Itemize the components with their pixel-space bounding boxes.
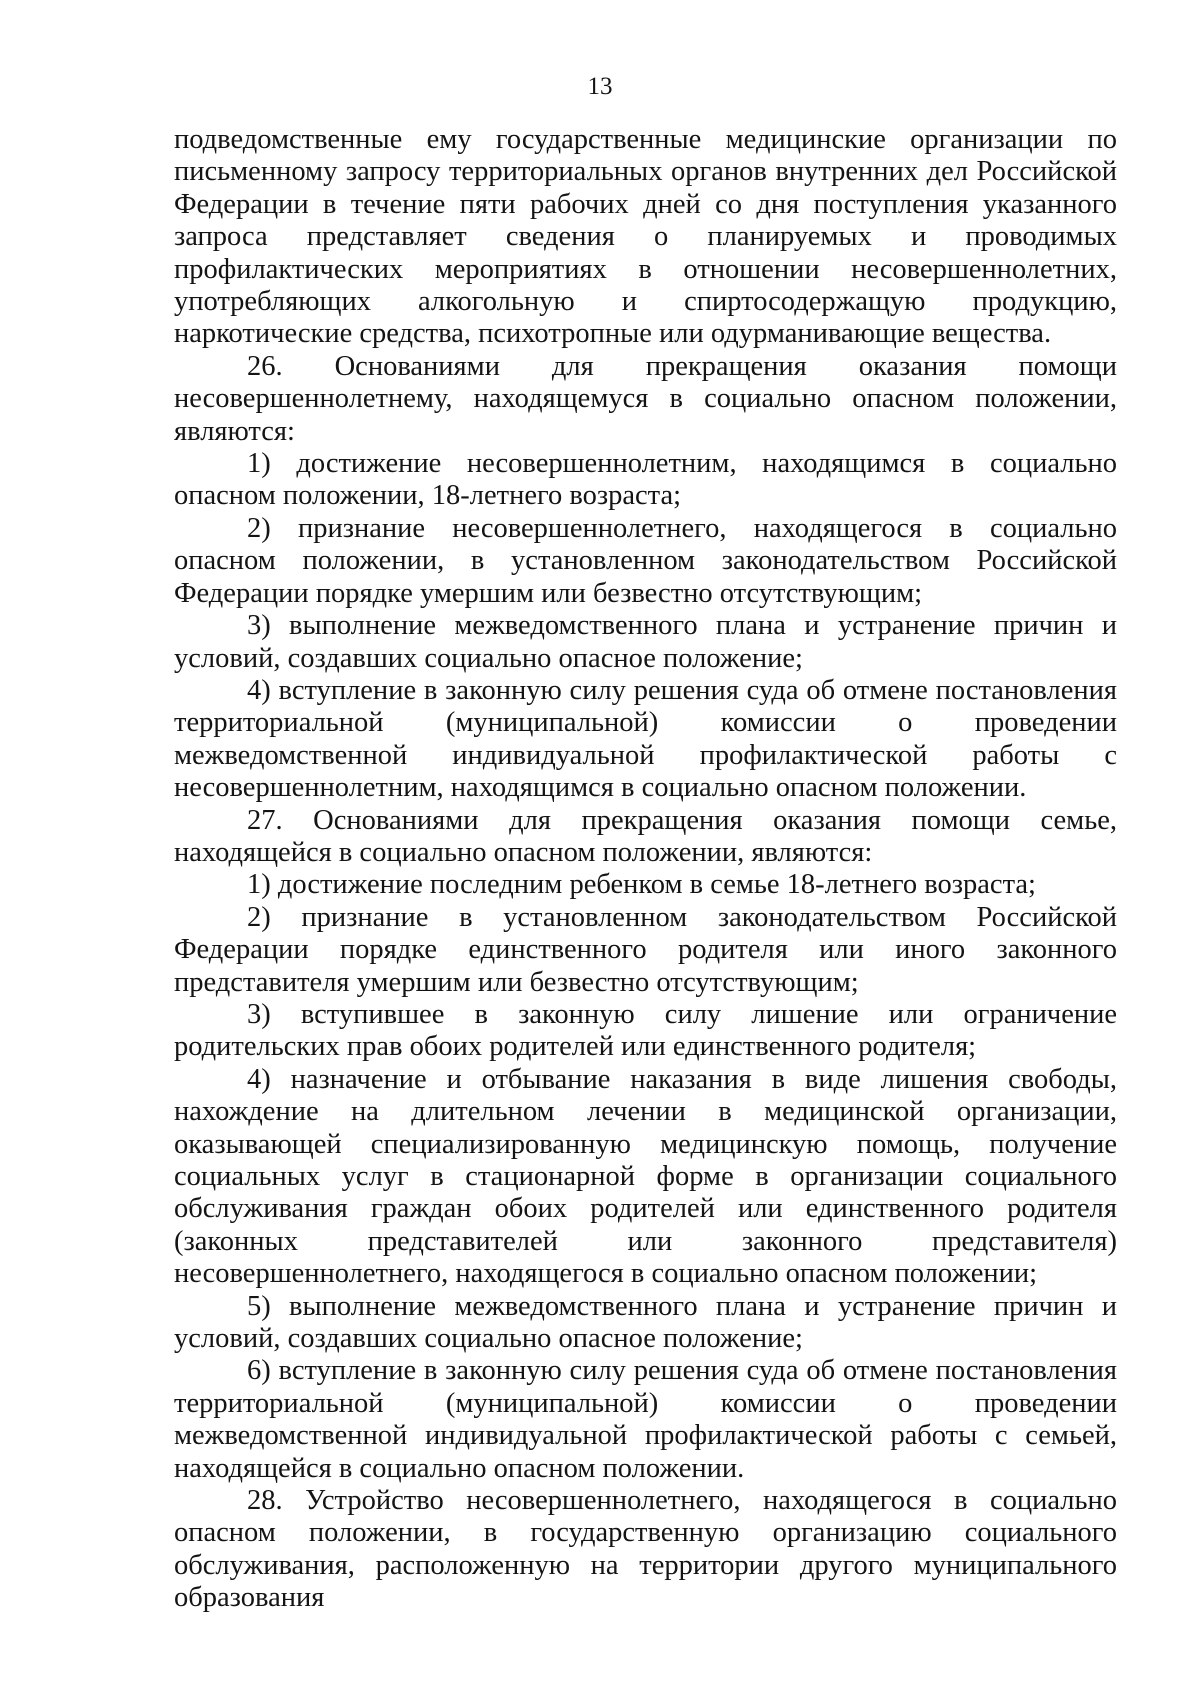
paragraph-26-subitem-2: 2) признание несовершеннолетнего, находящегося в социально опасном положении, в установленном законодательством Российской Федерации порядке умершим или безвестно отсутствующим; bbox=[174, 512, 1117, 609]
paragraph-27-subitem-1: 1) достижение последним ребенком в семье 18-летнего возраста; bbox=[247, 869, 1036, 901]
paragraph-item-26: 26. Основаниями для прекращения оказания помощи несовершеннолетнему, находящемуся в социально опасном положении, являются: bbox=[174, 350, 1117, 447]
paragraph-item-27: 27. Основаниями для прекращения оказания помощи семье, находящейся в социально опасном положении, являются: bbox=[174, 804, 1117, 868]
paragraph-item-28: 28. Устройство несовершеннолетнего, находящегося в социально опасном положении, в государственную организацию социального обслуживания, расположенную на территории другого муниципального образования bbox=[174, 1485, 1117, 1614]
paragraph-27-subitem-3: 3) вступившее в законную силу лишение или ограничение родительских прав обоих родителей или единственного родителя; bbox=[174, 998, 1117, 1063]
document-body bbox=[174, 124, 1117, 1615]
paragraph-26-subitem-4: 4) вступление в законную силу решения суда об отмене постановления территориальной (муниципальной) комиссии о проведении межведомственной индивидуальной профилактической работы с несовершеннолетним, находящимся в социально опасном положении. bbox=[174, 674, 1117, 804]
paragraph-26-subitem-3: 3) выполнение межведомственного плана и устранение причин и условий, создавших социально опасное положение; bbox=[174, 610, 1117, 674]
page-number: 13 bbox=[587, 73, 613, 100]
paragraph-26-subitem-1: 1) достижение несовершеннолетним, находящимся в социально опасном положении, 18-летнего возраста; bbox=[174, 448, 1117, 512]
paragraph-27-subitem-6: 6) вступление в законную силу решения суда об отмене постановления территориальной (муниципальной) комиссии о проведении межведомственной индивидуальной профилактической работы с семьей, находящейся в социально опасном положении. bbox=[174, 1355, 1117, 1484]
paragraph-27-subitem-2: 2) признание в установленном законодательством Российской Федерации порядке единственного родителя или иного законного представителя умершим или безвестно отсутствующим; bbox=[174, 901, 1117, 998]
paragraph-27-subitem-4: 4) назначение и отбывание наказания в виде лишения свободы, нахождение на длительном лечении в медицинской организации, оказывающей специализированную медицинскую помощь, получение социальных услуг в стационарной форме в организации социального обслуживания граждан обоих родителей или единственного родителя (законных представителей или законного представителя) несовершеннолетнего, находящегося в социально опасном положении; bbox=[174, 1063, 1117, 1290]
paragraph-27-subitem-5: 5) выполнение межведомственного плана и устранение причин и условий, создавших социально опасное положение; bbox=[174, 1290, 1117, 1355]
paragraph-continuation: подведомственные ему государственные медицинские организации по письменному запросу территориальных органов внутренних дел Российской Федерации в течение пяти рабочих дней со дня поступления указанного запроса представляет сведения о планируемых и проводимых профилактических мероприятиях в отношении несовершеннолетних, употребляющих алкогольную и спиртосодержащую продукцию, наркотические средства, психотропные или одурманивающие вещества. bbox=[174, 124, 1117, 350]
